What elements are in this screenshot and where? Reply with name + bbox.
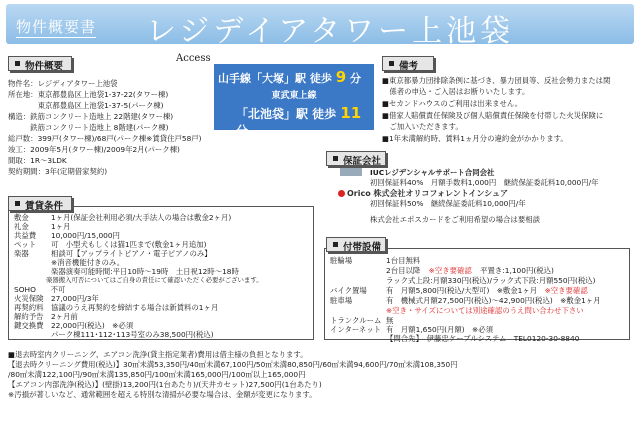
- lease-line: 再契約料 協議のうえ再契約を締結する場合は新賃料の1ヶ月: [14, 303, 219, 312]
- guarantee-terms-orico: 初回保証料50% 継続保証委託料10,000円/年: [370, 199, 526, 208]
- overview-line: 東京都豊島区上池袋1-37-5(パーク棟): [8, 101, 164, 110]
- overview-line: 物件名：レジディアタワー上池袋: [8, 79, 118, 88]
- overview-line: 総戸数：399戸(タワー棟)/68戸(パーク棟※賃貸住戸58戸): [8, 134, 202, 143]
- bike-second-text: 2台目以降: [386, 266, 421, 275]
- lease-line: 楽器搬入可否についてはご自身の責任にて確認いただく必要がございます。: [14, 276, 263, 284]
- bike-line-first: 1台目無料: [386, 256, 421, 265]
- moto-label: バイク置場: [330, 286, 367, 295]
- overview-line: 所在地：東京都豊島区上池袋1-37-22(タワー棟): [8, 90, 169, 99]
- access-line-tobu: 東武東上線: [271, 91, 317, 101]
- moto-vacancy-note: ※空き要確認: [544, 286, 588, 295]
- bike-label: 駐輪場: [330, 256, 353, 265]
- trunk-label: トランクルーム: [330, 316, 382, 325]
- overview-line: 竣工：2009年5月(タワー棟)/2009年2月(パーク棟): [8, 145, 180, 154]
- guarantee-company-iuc: IUCレジデンシャルサポート合同会社: [370, 168, 495, 177]
- lease-line: 火災保険 27,000円/3年: [14, 294, 99, 303]
- orico-logo-icon: [338, 190, 345, 197]
- bike-flat-fee: 平置き:1,100円(税込): [480, 266, 554, 275]
- remark-line: ■セカンドハウスのご利用は出来ません。: [382, 99, 523, 108]
- access-otsuka-minutes: 9: [335, 68, 347, 86]
- guarantee-terms-iuc: 初回保証料40% 月額手数料1,000円 継続保証委託料10,000円/年: [370, 178, 599, 187]
- remark-line: ご加入いただきます。: [382, 122, 463, 131]
- facilities-heading: 付帯設備: [326, 237, 386, 252]
- property-title: レジデイアタワー上池袋: [146, 14, 515, 49]
- lease-line: ※消音機能付きのみ。: [14, 258, 125, 267]
- overview-line: 鉄筋コンクリート造地上 8階建(パーク棟): [8, 123, 169, 132]
- car-vacancy-note: ※空き・サイズについては別途確認のうえ問い合わせ下さい: [386, 306, 584, 315]
- lease-line: ペット 可 小型犬もしくは猫1匹まで(敷金1ヶ月追加): [14, 240, 207, 249]
- title-banner: [6, 4, 634, 49]
- guarantee-heading: 保証会社: [326, 151, 386, 166]
- lease-line: 解約予告 2ヶ月前: [14, 312, 78, 321]
- internet-label: インターネット: [330, 325, 382, 334]
- bike-vacancy-note: ※空き要確認: [428, 266, 472, 275]
- remark-line: ■1年未満解約時、賃料1ヵ月分の違約金がかかります。: [382, 134, 568, 143]
- trunk-value: 無: [386, 316, 394, 325]
- remark-line: ■東京都暴力団排除条例に基づき、暴力団員等、反社会勢力または関: [382, 76, 611, 85]
- lease-heading: 賃貸条件: [8, 196, 72, 211]
- moto-line: [386, 286, 588, 296]
- footer-line: ※汚損が著しいなど、通常範囲を超える特別な清掃が必要な場合は、金額が変更になります。: [8, 390, 317, 399]
- footer-line: /80㎡未満122,100円/90㎡未満135,850円/100㎡未満165,000円/100㎡以上165,000円: [8, 370, 306, 379]
- iuc-logo-icon: [340, 168, 362, 176]
- lease-line: 敷金 1ヶ月(保証会社利用必須/大手法人の場合は敷金2ヶ月): [14, 213, 232, 222]
- moto-fee: 有 月額5,800円(税込/大型可) ※敷金1ヶ月: [386, 286, 545, 295]
- access-kita-minutes: 11: [340, 104, 362, 122]
- footer-line: 【エアコン内部洗浄(税込)】(壁掛)13,200円(1台あたり)/(天井カセット)27,500円(1台あたり): [8, 380, 322, 389]
- car-fee: 有 機械式月額27,500円(税込)～42,900円(税込) ※敷金1ヶ月: [386, 296, 601, 305]
- lease-line: 鍵交換費 22,000円(税込) ※必須: [14, 321, 134, 330]
- access-otsuka-unit: 分: [349, 72, 361, 85]
- remark-line: ■借家人賠償責任保険及び個人賠償責任保険を付帯した火災保険に: [382, 111, 604, 120]
- lease-line: パーク棟111･112･113号室のみ38,500円(税込): [14, 330, 214, 339]
- lease-line: 礼金 1ヶ月: [14, 222, 71, 231]
- bike-rack-fees: ラック式上段:月額330円(税込)/ラック式下段:月額550円(税込): [386, 276, 596, 285]
- access-line-otsuka: [218, 68, 361, 86]
- access-kita-unit: 分: [236, 124, 249, 138]
- access-line-kitaikebukuro: [236, 104, 374, 139]
- car-label: 駐車場: [330, 296, 353, 305]
- remarks-heading: 備考: [382, 56, 434, 71]
- internet-contact: 【問合先】 伊藤忠ケーブルシステム TEL0120-30-8840: [386, 334, 580, 343]
- guarantee-company-orico: [338, 188, 508, 199]
- lease-line: 楽器演奏可能時間:平日10時～19時 土日祝12時～18時: [14, 267, 239, 276]
- lease-line: 楽器 相談可【アップライトピアノ・電子ピアノのみ】: [14, 249, 212, 258]
- footer-line: ■退去時室内クリーニング、エアコン洗浄(貸主指定業者)費用は借主様の負担となります。: [8, 350, 308, 359]
- bike-line-second: [386, 266, 554, 276]
- access-title: Access: [176, 53, 211, 64]
- doc-type-label: 物件概要書: [16, 18, 97, 36]
- overview-line: 契約期間：3年(定期借家契約): [8, 167, 108, 176]
- footer-line: 【退去時クリーニング費用(税込)】30㎡未満53,350円/40㎡未満67,100円/50㎡未満80,850円/60㎡未満94,600円/70㎡未満108,350円: [8, 360, 458, 369]
- orico-name: Orico 株式会社オリコフォレントインシュア: [347, 189, 508, 198]
- internet-value: 有 月額1,650円(月額) ※必須: [386, 325, 494, 334]
- guarantee-note: 株式会社エポスカードをご利用希望の場合は要相談: [370, 215, 540, 224]
- access-otsuka-text: 山手線「大塚」駅 徒歩: [218, 72, 332, 85]
- lease-line: SOHO 不可: [14, 285, 66, 294]
- overview-line: 間取：1R～3LDK: [8, 156, 67, 165]
- overview-heading: 物件概要: [8, 56, 72, 71]
- lease-line: 共益費 10,000円/15,000円: [14, 231, 120, 240]
- overview-line: 構造：鉄筋コンクリート造地上 22階建(タワー棟): [8, 112, 174, 121]
- access-kita-text: 「北池袋」駅 徒歩: [236, 107, 337, 121]
- access-box: [214, 64, 374, 138]
- remark-line: 係者の申込・ご入居はお断りいたします。: [382, 87, 530, 96]
